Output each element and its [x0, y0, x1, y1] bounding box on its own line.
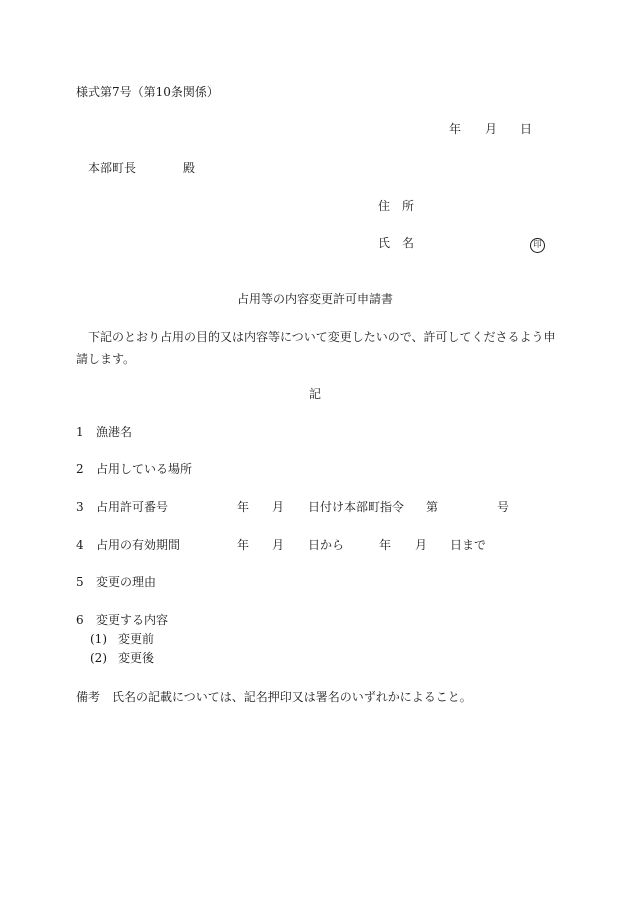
item-4-month-2: 月 [415, 538, 428, 552]
document-title: 占用等の内容変更許可申請書 [236, 292, 393, 306]
ki-heading: 記 [308, 387, 321, 401]
item-3-suffix: 日付け本部町指令 [308, 500, 405, 514]
item-6-sub-1-number: (1) [90, 632, 107, 646]
item-4-from: 日から [308, 538, 345, 552]
item-4-number: 4 [76, 538, 84, 552]
item-4-month-1: 月 [272, 538, 285, 552]
form-label: 様式第7号（第10条関係） [76, 85, 219, 99]
item-2-number: 2 [76, 462, 84, 476]
item-1-number: 1 [76, 425, 84, 439]
item-1-label: 漁港名 [96, 425, 133, 439]
item-4-year-2: 年 [379, 538, 392, 552]
item-3-label: 占用許可番号 [96, 500, 169, 514]
item-5-number: 5 [76, 575, 84, 589]
item-6-sub-1-label: 変更前 [118, 632, 155, 646]
remarks-label: 備考 [76, 690, 101, 704]
date-year: 年 [449, 122, 462, 136]
intro-paragraph: 下記のとおり占用の目的又は内容等について変更したいので、許可してくださるよう申請します。 [76, 330, 556, 366]
item-5-label: 変更の理由 [96, 575, 157, 589]
item-6-number: 6 [76, 613, 84, 627]
addressee-honorific: 殿 [183, 161, 196, 175]
item-6-label: 変更する内容 [96, 613, 169, 627]
item-3-month: 月 [272, 500, 285, 514]
item-3-year: 年 [237, 500, 250, 514]
item-4-year-1: 年 [237, 538, 250, 552]
seal-mark [530, 235, 545, 253]
item-6-sub-2-number: (2) [90, 651, 107, 665]
item-3-dai: 第 [426, 500, 439, 514]
date-month: 月 [485, 122, 498, 136]
address-label: 住 所 [378, 199, 415, 213]
item-4-label: 占用の有効期間 [96, 538, 181, 552]
seal-icon: 印 [530, 238, 545, 253]
remarks-text: 氏名の記載については、記名押印又は署名のいずれかによること。 [112, 690, 472, 704]
item-2-label: 占用している場所 [96, 462, 193, 476]
name-label: 氏 名 [378, 236, 415, 250]
item-3-go: 号 [497, 500, 510, 514]
addressee-title: 本部町長 [88, 161, 137, 175]
date-day: 日 [520, 122, 533, 136]
item-6-sub-2-label: 変更後 [118, 651, 155, 665]
item-3-number: 3 [76, 500, 84, 514]
item-4-until: 日まで [450, 538, 487, 552]
